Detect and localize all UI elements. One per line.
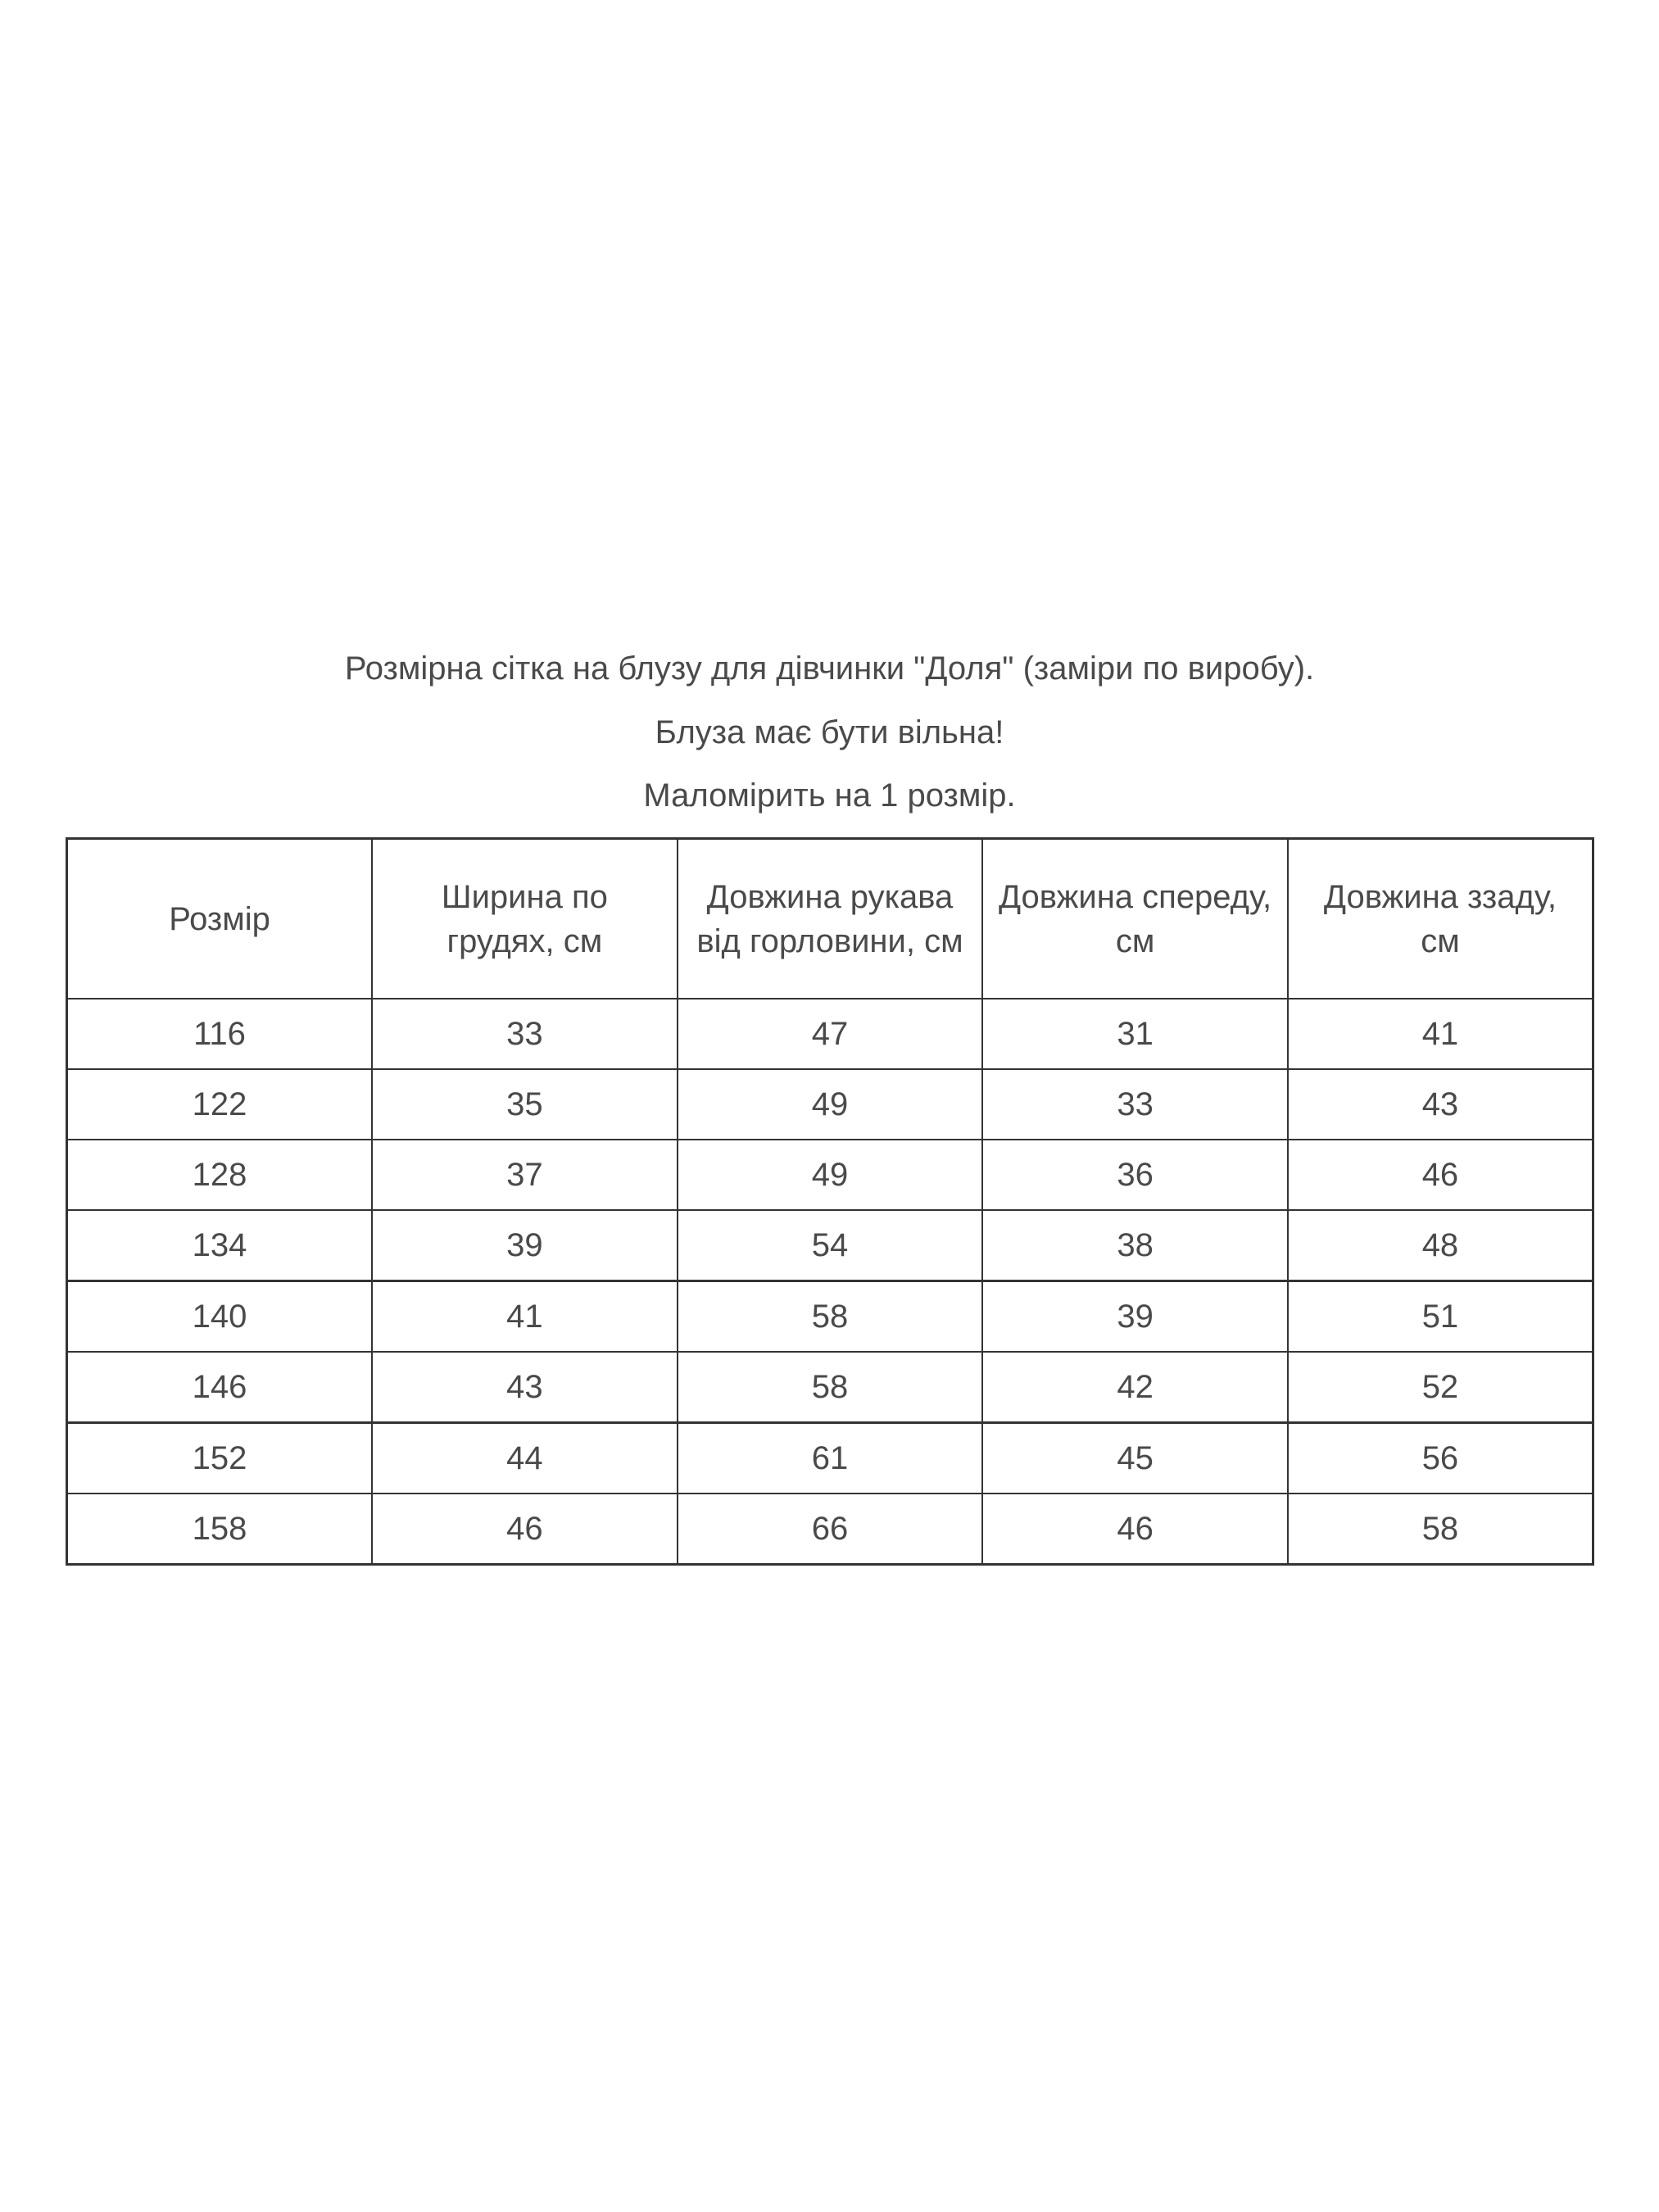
cell-front-length: 45 [982, 1423, 1288, 1494]
cell-size: 140 [67, 1281, 373, 1353]
cell-back-length: 41 [1288, 999, 1593, 1069]
cell-sleeve-length: 58 [678, 1352, 983, 1423]
cell-back-length: 52 [1288, 1352, 1593, 1423]
cell-size: 122 [67, 1069, 373, 1140]
cell-sleeve-length: 54 [678, 1210, 983, 1281]
cell-chest-width: 46 [372, 1494, 678, 1565]
cell-front-length: 31 [982, 999, 1288, 1069]
cell-size: 146 [67, 1352, 373, 1423]
cell-front-length: 33 [982, 1069, 1288, 1140]
cell-front-length: 42 [982, 1352, 1288, 1423]
cell-size: 134 [67, 1210, 373, 1281]
cell-back-length: 48 [1288, 1210, 1593, 1281]
cell-chest-width: 37 [372, 1140, 678, 1210]
header-front-length: Довжина спереду, см [982, 839, 1288, 999]
cell-chest-width: 39 [372, 1210, 678, 1281]
table-row [67, 1423, 1593, 1494]
table-row [67, 1494, 1593, 1565]
cell-chest-width: 44 [372, 1423, 678, 1494]
cell-back-length: 58 [1288, 1494, 1593, 1565]
cell-chest-width: 43 [372, 1352, 678, 1423]
cell-sleeve-length: 49 [678, 1140, 983, 1210]
header-chest-width: Ширина по грудях, см [372, 839, 678, 999]
cell-chest-width: 41 [372, 1281, 678, 1353]
cell-front-length: 38 [982, 1210, 1288, 1281]
cell-back-length: 43 [1288, 1069, 1593, 1140]
cell-sleeve-length: 66 [678, 1494, 983, 1565]
table-row [67, 1069, 1593, 1140]
cell-size: 158 [67, 1494, 373, 1565]
sizing-note: Маломірить на 1 розмір. [643, 777, 1016, 814]
cell-back-length: 56 [1288, 1423, 1593, 1494]
cell-front-length: 36 [982, 1140, 1288, 1210]
cell-sleeve-length: 47 [678, 999, 983, 1069]
fit-note: Блуза має бути вільна! [655, 714, 1004, 750]
size-table [66, 837, 1594, 1566]
cell-back-length: 46 [1288, 1140, 1593, 1210]
cell-chest-width: 35 [372, 1069, 678, 1140]
table-header-row [67, 839, 1593, 999]
table-row [67, 1352, 1593, 1423]
chart-title: Розмірна сітка на блузу для дівчинки "Доля" (заміри по виробу). [344, 650, 1315, 687]
cell-sleeve-length: 49 [678, 1069, 983, 1140]
table-row [67, 999, 1593, 1069]
header-sleeve-length: Довжина рукава від горловини, см [678, 839, 983, 999]
table-row [67, 1140, 1593, 1210]
cell-size: 152 [67, 1423, 373, 1494]
cell-front-length: 39 [982, 1281, 1288, 1353]
header-back-length: Довжина ззаду, см [1288, 839, 1593, 999]
cell-sleeve-length: 58 [678, 1281, 983, 1353]
cell-sleeve-length: 61 [678, 1423, 983, 1494]
cell-size: 128 [67, 1140, 373, 1210]
cell-front-length: 46 [982, 1494, 1288, 1565]
cell-size: 116 [67, 999, 373, 1069]
header-size: Розмір [67, 839, 373, 999]
cell-chest-width: 33 [372, 999, 678, 1069]
cell-back-length: 51 [1288, 1281, 1593, 1353]
table-row [67, 1210, 1593, 1281]
table-row [67, 1281, 1593, 1353]
